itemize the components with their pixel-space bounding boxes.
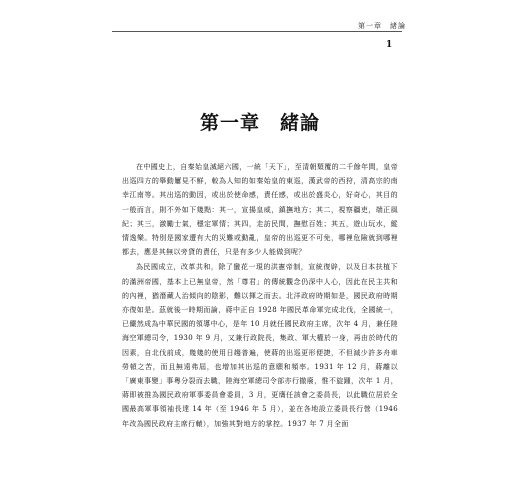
paragraph-2: 為民國成立，改革共和，除了蠻花一現的洪憲帝制，宣統復辟，以及日本扶植下的滿洲帝國，基本上已無皇帝，然「尊君」的傳統觀念仍深中人心，因此在民主共和的內裡，猶潛藏人治傾向的陰影，難以揮之而去。北洋政府時期如是，國民政府時期亦復如是。茲就後一時期而論，蔣中正自 1928 年國民革命軍完成北伐，全國統一，已儼然成為中華民國的領導中心，是年 10 月就任國民政府主席，次年 4 月，兼任陸海空軍總司令，1930 年 9 月，又兼行政院長，集政、軍大權於一身，再由於時代的因素，自北伐前成，幾幾的使用日趨普遍，使蔣的出巡更形便捷，不但減少許多舟車勞頓之苦，而且無遠弗屆，也增加其出巡的意願和頻率。1931 年 12 月，蔣離以「廣東事變」事粵分裂而去職，陸海空軍總司令部亦行撤廢，惟不旋踵，次年 1 月，蔣即被推為國民政府軍事委員會委員，3 月，更膺任該會之委員長，以此職位居於全國最高軍事領袖長達 14 年（至 1946 年 5 月），並在各地設立委員長行營（1946 年改為國民政府主席行轅），加強其對地方的掌控。1937 年 7 月全面 — [122, 263, 398, 428]
body-text — [122, 160, 398, 432]
running-header: 第一章 緒論 — [358, 22, 406, 30]
header-rule — [112, 31, 402, 32]
chapter-title: 第一章 緒論 — [199, 112, 320, 134]
page-number: 1 — [386, 40, 393, 50]
paragraph-1: 在中國史上，自秦始皇滅絕六國，一統「天下」，至清朝頹覆的二千餘年間，皇帝出巡四方的舉動屢見不鮮，較為人知的如秦始皇的東巡，漢武帝的西狩，清高宗的南幸江南等。其出巡的動因，或出於使命感，責任感，或出於盛炎心，好奇心，其目的一般而言，則不外如下幾點：其一，宣揚皇威，鎮撫地方；其二，視察疆吏，端正風紀；其三，激勵士氣，穩定軍情；其四，走訪民間，撫慰百姓；其五，遊山玩水，縱情逸樂。特別是國家遭有大的災難或動亂，皇帝的出巡更不可免，哪裡危險就到哪裡都去，應是其無以旁貸的責任，只是有多少人能做到呢？ — [122, 163, 398, 257]
